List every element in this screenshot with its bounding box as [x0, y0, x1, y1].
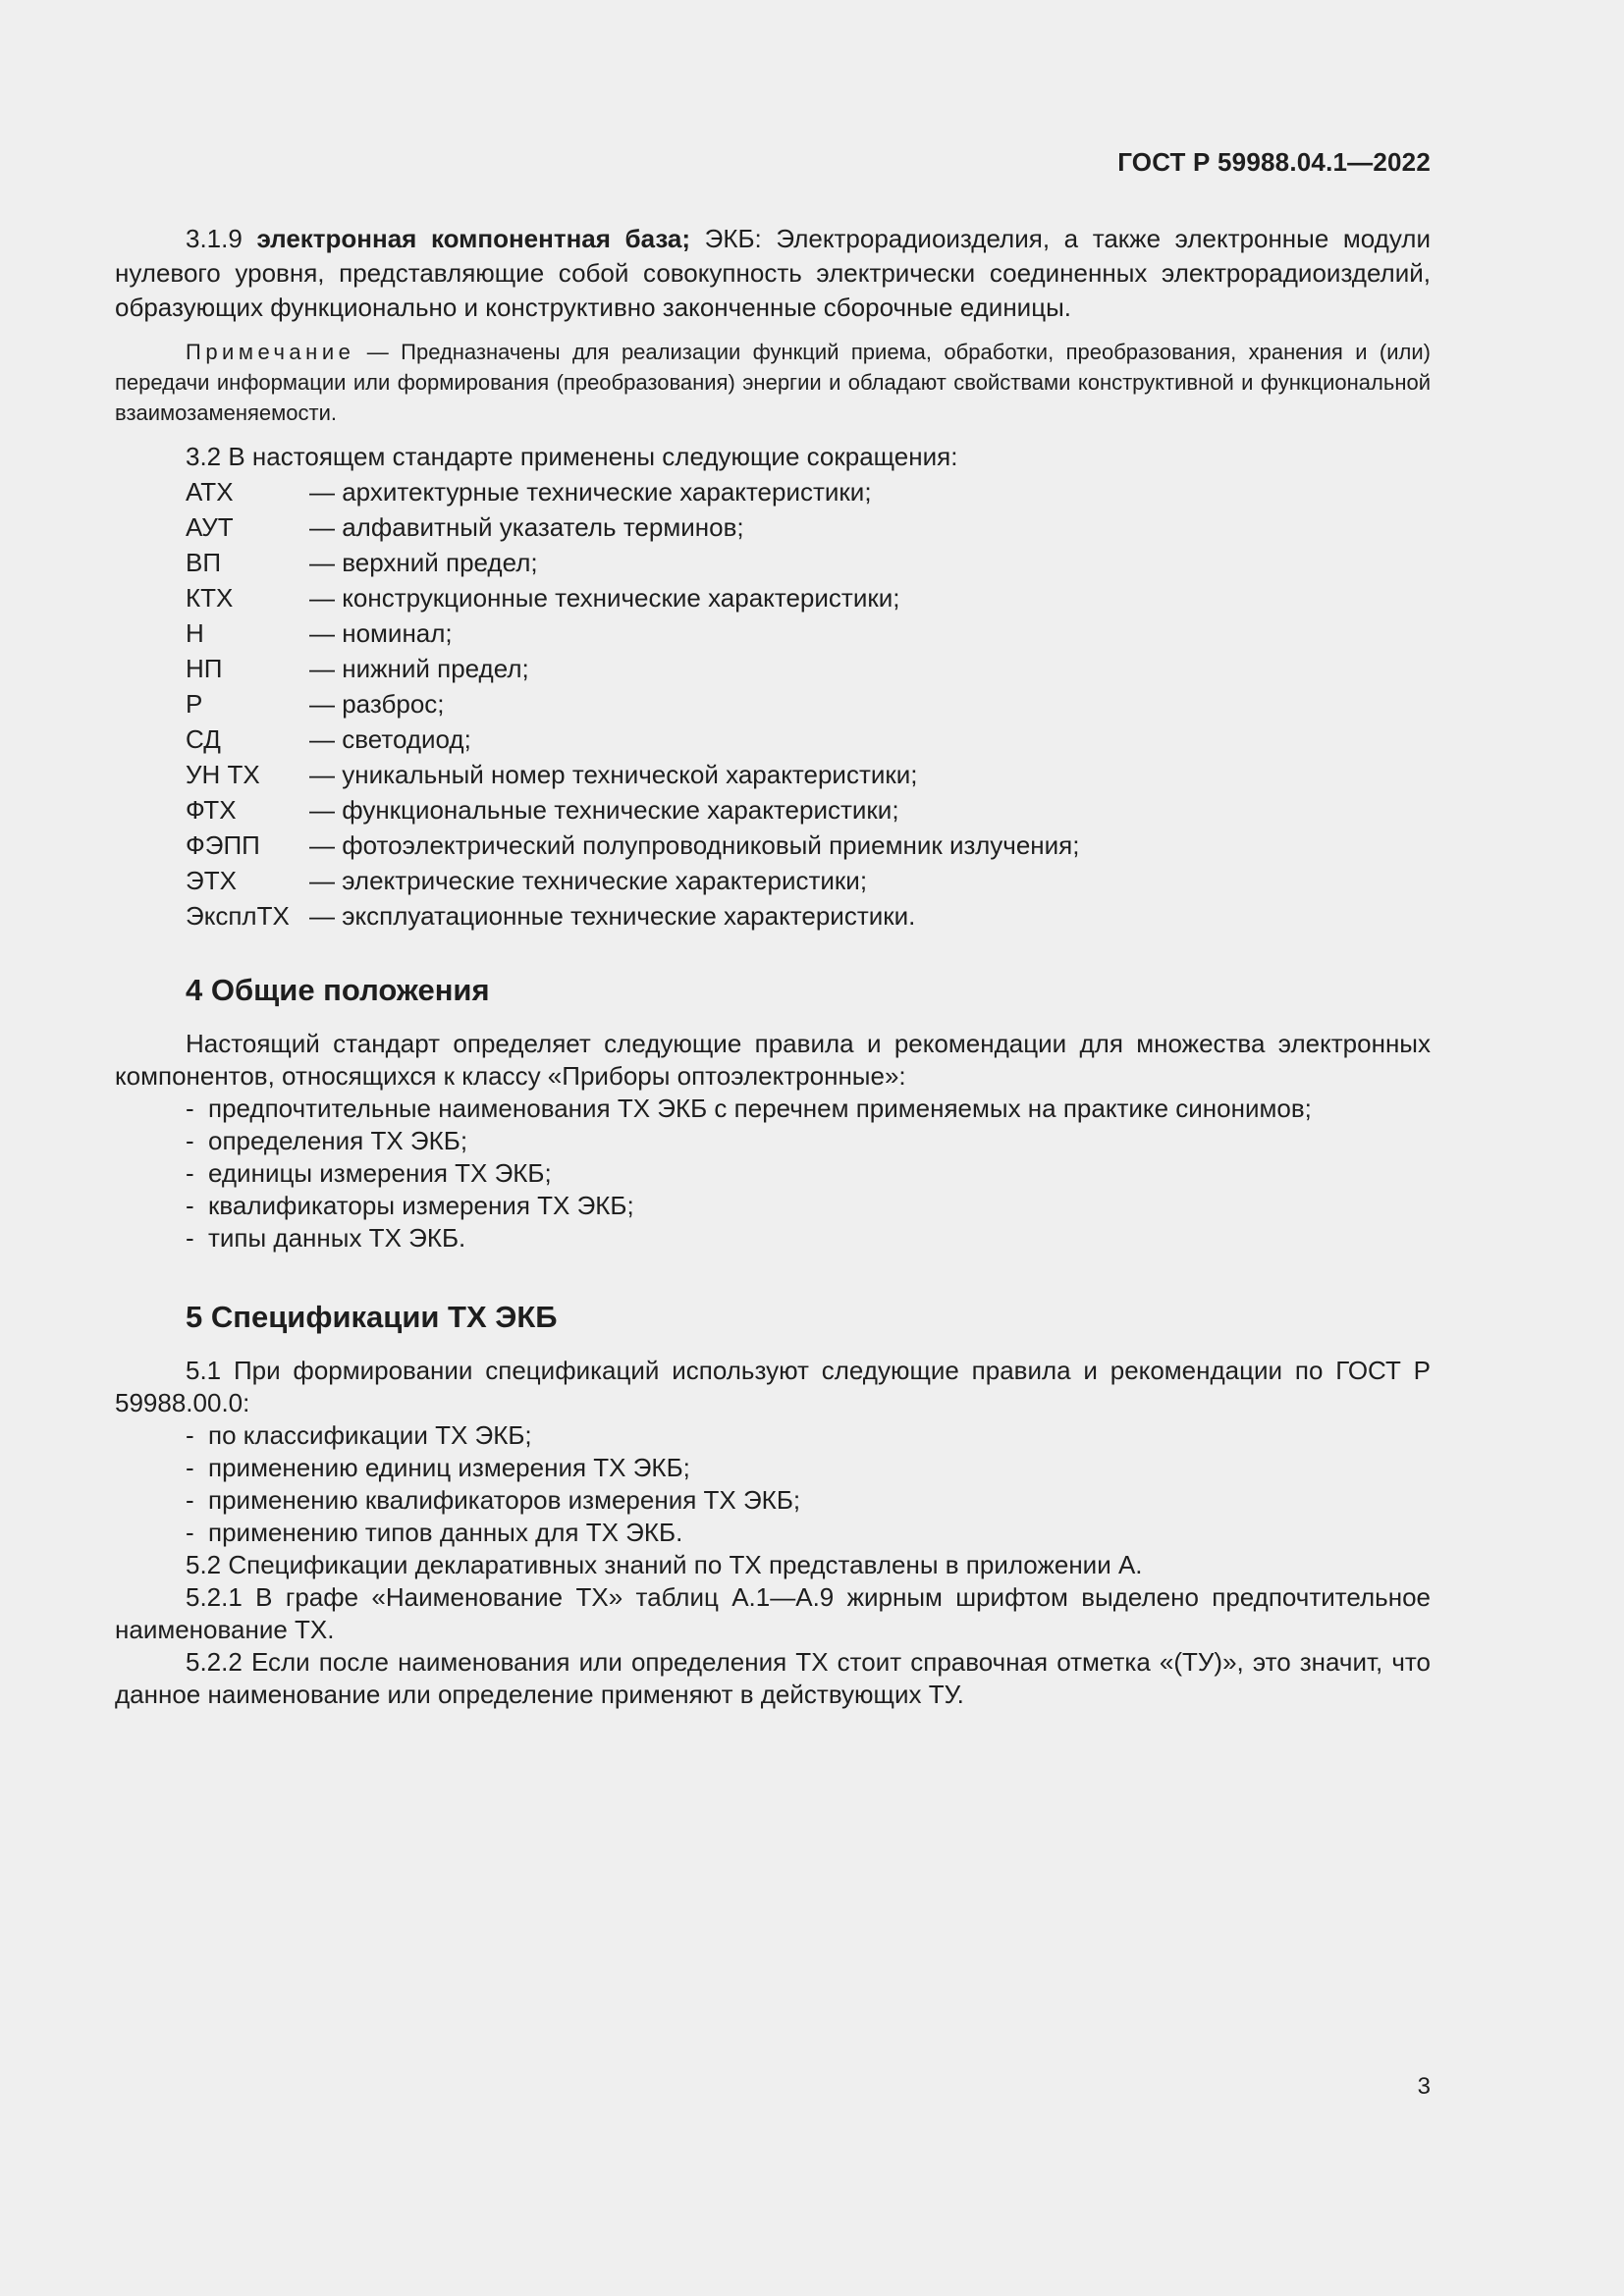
abbreviation-value: — разброс;: [309, 689, 445, 719]
definition-text: ЭКБ: Электрорадиоизделия, а также электронные модули нулевого уровня, представляющие собой совокупность электрически соединенных электрорадиоизделий, образующих функционально и конструктивно законченные сборочные единицы.: [115, 224, 1431, 322]
abbreviation-key: ФТХ: [186, 795, 237, 825]
abbreviation-row: [186, 898, 1431, 934]
abbreviation-key: КТХ: [186, 583, 234, 613]
abbreviation-value: — эксплуатационные технические характеристики.: [309, 901, 916, 931]
abbreviation-key: ЭТХ: [186, 866, 237, 895]
paragraph-5-2-2: 5.2.2 Если после наименования или определения ТХ стоит справочная отметка «(ТУ)», это значит, что данное наименование или определение применяют в действующих ТУ.: [115, 1647, 1431, 1709]
list-item: - применению типов данных для ТХ ЭКБ.: [186, 1517, 1431, 1549]
abbreviation-row: [186, 828, 1431, 863]
paragraph-5-1: 5.1 При формировании спецификаций используют следующие правила и рекомендации по ГОСТ Р 59988.00.0:: [115, 1356, 1431, 1417]
list-item: - применению единиц измерения ТХ ЭКБ;: [186, 1452, 1431, 1484]
abbreviation-key: СД: [186, 724, 221, 754]
definition-3-1-9: [115, 222, 1431, 325]
abbreviation-value: — верхний предел;: [309, 548, 538, 577]
section-5-heading: 5 Спецификации ТХ ЭКБ: [186, 1300, 558, 1334]
abbreviation-row: [186, 509, 1431, 545]
abbreviation-value: — конструкционные технические характеристики;: [309, 583, 900, 613]
definition-number: 3.1.9: [186, 224, 243, 253]
page-content: [115, 222, 1431, 1711]
abbreviation-value: — электрические технические характеристики;: [309, 866, 868, 895]
abbreviation-row: [186, 792, 1431, 828]
abbreviation-key: ФЭПП: [186, 830, 260, 860]
abbreviation-value: — нижний предел;: [309, 654, 529, 683]
list-item: - единицы измерения ТХ ЭКБ;: [186, 1157, 1431, 1190]
abbreviation-value: — архитектурные технические характеристики;: [309, 477, 872, 507]
list-item: - определения ТХ ЭКБ;: [186, 1125, 1431, 1157]
abbreviation-value: — фотоэлектрический полупроводниковый приемник излучения;: [309, 830, 1080, 860]
abbreviation-row: [186, 863, 1431, 898]
abbreviation-value: — светодиод;: [309, 724, 471, 754]
abbreviation-value: — уникальный номер технической характеристики;: [309, 760, 918, 789]
abbreviation-row: [186, 651, 1431, 686]
list-item: - типы данных ТХ ЭКБ.: [186, 1222, 1431, 1255]
list-item: - по классификации ТХ ЭКБ;: [186, 1419, 1431, 1452]
abbreviation-key: АТХ: [186, 477, 234, 507]
note-paragraph: [115, 337, 1431, 428]
list-item: - предпочтительные наименования ТХ ЭКБ с перечнем применяемых на практике синонимов;: [186, 1093, 1431, 1125]
abbreviation-value: — функциональные технические характеристики;: [309, 795, 899, 825]
page-number: 3: [1417, 2073, 1431, 2100]
abbreviation-row: [186, 721, 1431, 757]
list-item: - применению квалификаторов измерения ТХ ЭКБ;: [186, 1484, 1431, 1517]
abbreviation-row: [186, 545, 1431, 580]
abbreviation-key: Н: [186, 618, 204, 648]
abbreviation-value: — номинал;: [309, 618, 453, 648]
abbreviation-key: ЭксплТХ: [186, 901, 290, 931]
abbreviation-row: [186, 686, 1431, 721]
abbreviation-key: НП: [186, 654, 223, 683]
abbreviation-value: — алфавитный указатель терминов;: [309, 512, 744, 542]
abbreviation-row: [186, 580, 1431, 615]
list-item: - квалификаторы измерения ТХ ЭКБ;: [186, 1190, 1431, 1222]
abbreviation-row: [186, 474, 1431, 509]
note-text: — Предназначены для реализации функций приема, обработки, преобразования, хранения и (или) передачи информации или формирования (преобразования) энергии и обладают свойствами конструктивной и функциональной взаимозаменяемости.: [115, 340, 1431, 425]
abbreviation-row: [186, 757, 1431, 792]
abbreviation-row: [186, 615, 1431, 651]
section-4-heading: 4 Общие положения: [186, 973, 490, 1007]
section-4-list: [115, 1093, 1431, 1255]
document-code-header: ГОСТ Р 59988.04.1—2022: [1117, 147, 1431, 177]
definition-term: электронная компонентная база;: [256, 224, 691, 253]
abbreviation-key: Р: [186, 689, 203, 719]
section-4-intro: Настоящий стандарт определяет следующие правила и рекомендации для множества электронных компонентов, относящихся к классу «Приборы оптоэлектронные»:: [115, 1029, 1431, 1091]
section-5-list: [115, 1419, 1431, 1549]
paragraph-5-2-1: 5.2.1 В графе «Наименование ТХ» таблиц А.1—А.9 жирным шрифтом выделено предпочтительное наименование ТХ.: [115, 1582, 1431, 1644]
abbreviations-intro: 3.2 В настоящем стандарте применены следующие сокращения:: [186, 442, 958, 471]
abbreviation-key: УН ТХ: [186, 760, 260, 789]
paragraph-5-2: 5.2 Спецификации декларативных знаний по ТХ представлены в приложении А.: [186, 1550, 1143, 1579]
abbreviations-list: [186, 474, 1431, 934]
note-label: Примечание: [186, 340, 355, 364]
abbreviation-key: ВП: [186, 548, 222, 577]
abbreviation-key: АУТ: [186, 512, 234, 542]
